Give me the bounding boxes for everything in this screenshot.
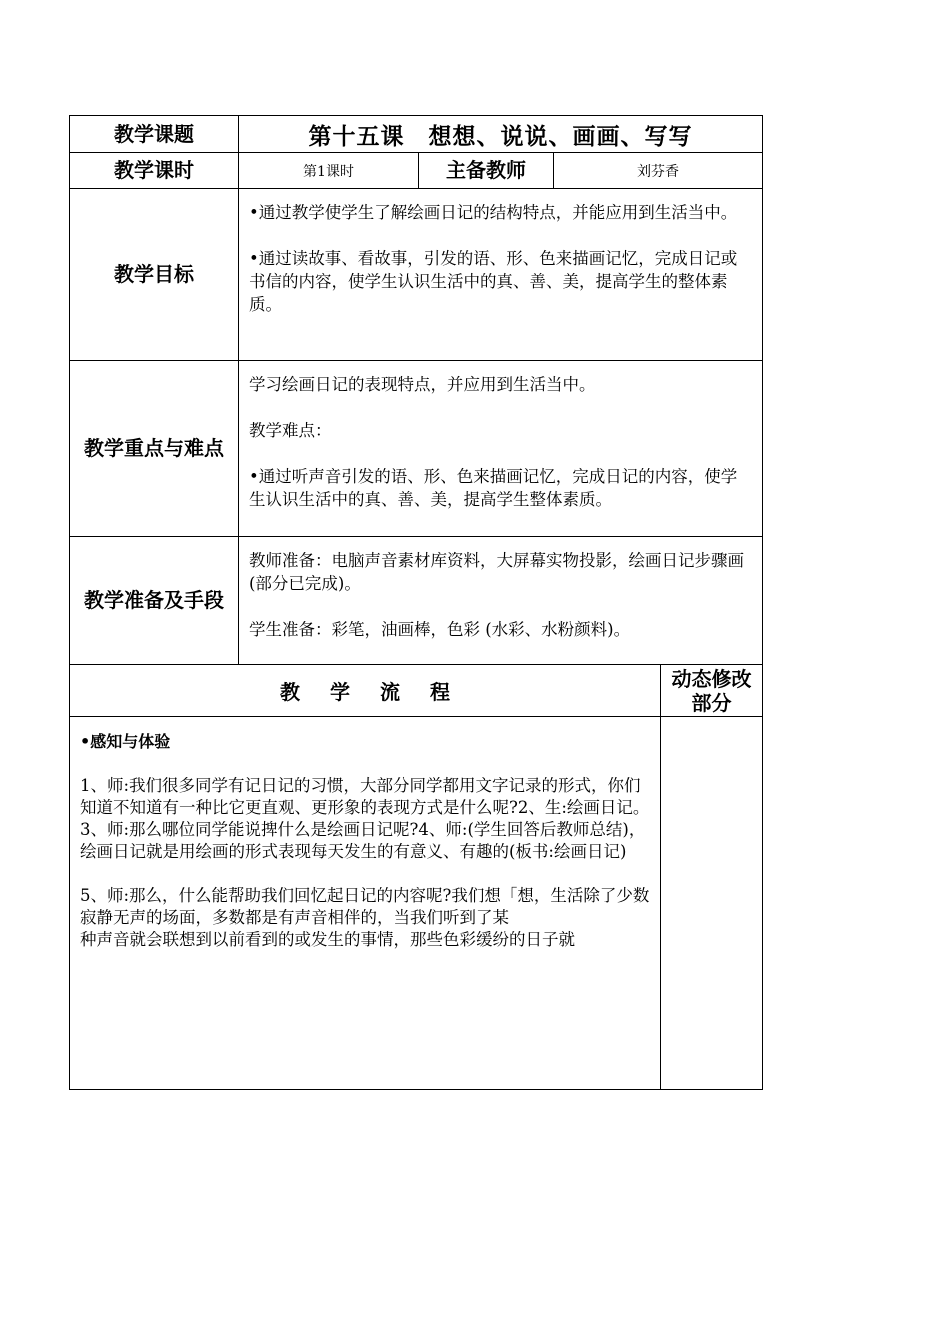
flow-title-char: 流	[380, 680, 400, 704]
goals-content	[239, 189, 763, 361]
key-points-content	[239, 361, 763, 537]
teacher-label: 主备教师	[419, 153, 554, 189]
key-point-item: 学习绘画日记的表现特点，并应用到生活当中。	[249, 375, 596, 394]
dynamic-edit-cell	[661, 717, 763, 1090]
flow-paragraph: 1、师:我们很多同学有记日记的习惯，大部分同学都用文字记录的形式，你们知道不知道有一种比它更直观、更形象的表现方式是什么呢?2、生:绘画日记。3、师:那么哪位同学能说捭什么是绘画日记呢?4、师:(学生回答后教师总结)，绘画日记就是用绘画的形式表现每天发生的有意义、有趣的(板书:绘画日记)	[80, 776, 650, 861]
flow-content	[70, 717, 661, 1090]
key-point-item: •通过听声音引发的语、形、色来描画记忆，完成日记的内容，使学生认识生活中的真、善、美，提高学生整体素质。	[249, 467, 738, 509]
prep-label: 教学准备及手段	[70, 537, 239, 665]
key-points-label: 教学重点与难点	[70, 361, 239, 537]
period-label: 教学课时	[70, 153, 239, 189]
period-value: 第1课时	[239, 153, 419, 189]
key-point-item: 教学难点：	[249, 421, 332, 440]
period-row	[70, 153, 763, 189]
teacher-value: 刘芬香	[554, 153, 763, 189]
flow-paragraph: 种声音就会联想到以前看到的或发生的事情，那些色彩缓纷的日子就	[80, 930, 575, 949]
flow-section-title: •感知与体验	[80, 732, 171, 751]
key-points-row	[70, 361, 763, 537]
prep-item: 学生准备：彩笔，油画棒，色彩 (水彩、水粉颜料)。	[249, 620, 631, 639]
flow-paragraph: 5、师:那么，什么能帮助我们回忆起日记的内容呢?我们想「想，生活除了少数寂静无声的场面，多数都是有声音相伴的，当我们听到了某	[80, 886, 650, 927]
goals-row	[70, 189, 763, 361]
flow-title	[70, 665, 661, 717]
prep-row	[70, 537, 763, 665]
topic-value: 第十五课 想想、说说、画画、写写	[239, 116, 763, 153]
prep-content	[239, 537, 763, 665]
flow-title-char: 程	[430, 680, 450, 704]
goal-item: •通过读故事、看故事，引发的语、形、色来描画记忆，完成日记或书信的内容，使学生认识生活中的真、善、美，提高学生的整体素质。	[249, 249, 738, 314]
prep-item: 教师准备：电脑声音素材库资料，大屏幕实物投影，绘画日记步骤画 (部分已完成)。	[249, 551, 744, 593]
flow-title-char: 学	[330, 680, 350, 704]
flow-content-row	[70, 717, 763, 1090]
topic-label: 教学课题	[70, 116, 239, 153]
goal-item: •通过教学使学生了解绘画日记的结构特点，并能应用到生活当中。	[249, 203, 738, 222]
topic-row	[70, 116, 763, 153]
lesson-plan-table	[69, 115, 763, 1090]
dynamic-edit-label: 动态修改部分	[661, 665, 763, 717]
lesson-plan	[69, 115, 762, 1090]
flow-title-char: 教	[280, 680, 300, 704]
flow-header-row	[70, 665, 763, 717]
goals-label: 教学目标	[70, 189, 239, 361]
